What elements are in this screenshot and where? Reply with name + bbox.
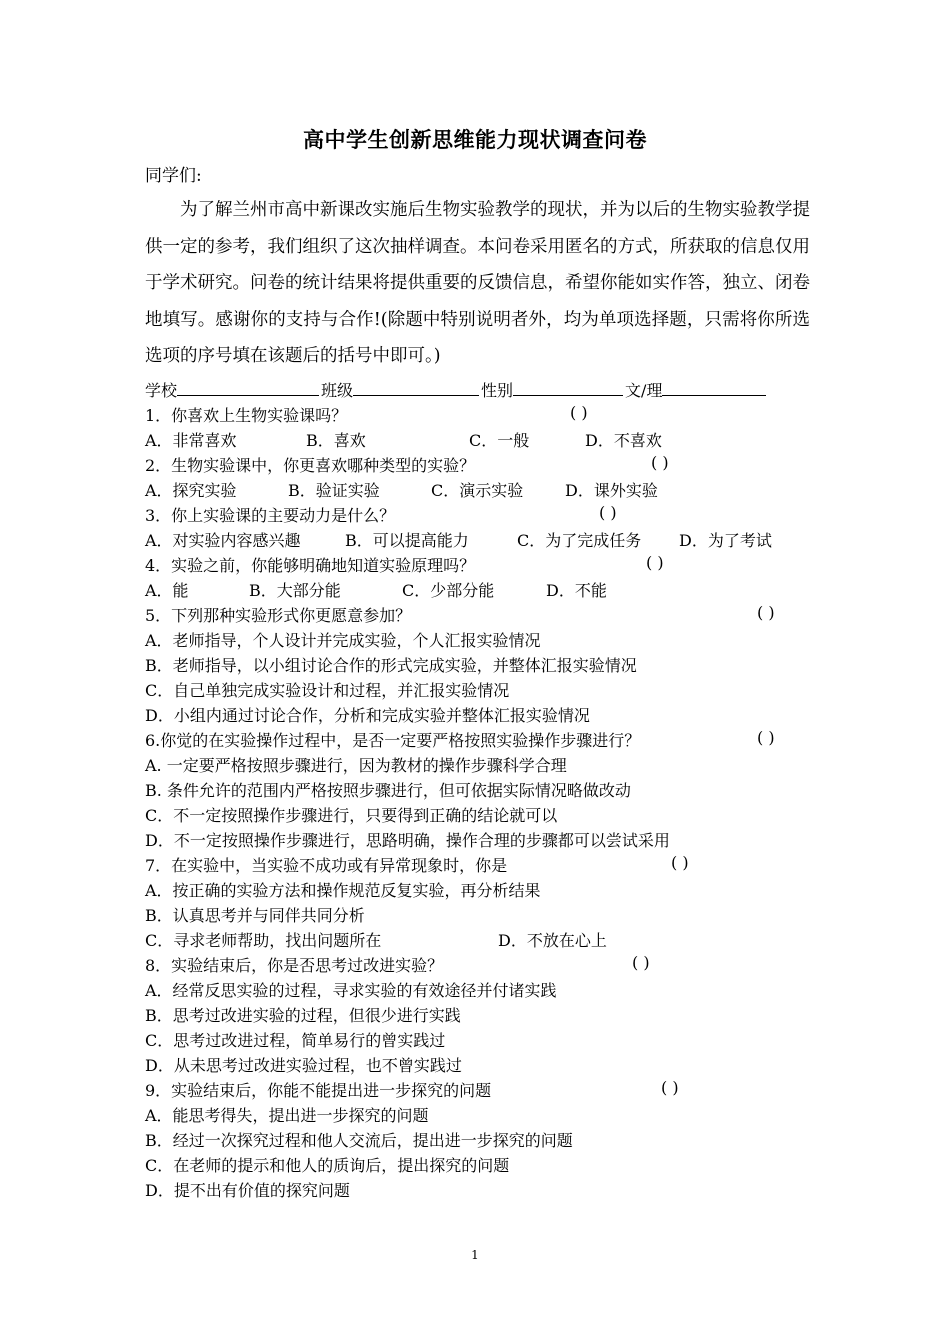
q8-option-c: C．思考过改进过程，简单易行的曾实践过: [145, 1031, 446, 1050]
school-label: 学校: [145, 381, 178, 400]
q3-option-b: B．可以提高能力: [345, 531, 469, 550]
answer-parens-3[interactable]: ( ): [599, 503, 617, 522]
question-7: 7．在实验中，当实验不成功或有异常现象时，你是: [145, 856, 508, 875]
q3-option-a: A．对实验内容感兴趣: [145, 531, 301, 550]
q1-option-c: C．一般: [469, 431, 530, 450]
page-number: 1: [471, 1248, 479, 1262]
q4-option-d: D．不能: [546, 581, 607, 600]
q5-option-d: D．小组内通过讨论合作，分析和完成实验并整体汇报实验情况: [145, 706, 590, 725]
q7-option-c: C．寻求老师帮助，找出问题所在: [145, 931, 382, 950]
question-5: 5．下列那种实验形式你更愿意参加？: [145, 606, 412, 625]
answer-parens-9[interactable]: ( ): [661, 1078, 679, 1097]
q7-option-d: D．不放在心上: [498, 931, 607, 950]
q7-option-a: A．按正确的实验方法和操作规范反复实验，再分析结果: [145, 881, 541, 900]
q6-option-d: D．不一定按照操作步骤进行，思路明确，操作合理的步骤都可以尝试采用: [145, 831, 670, 850]
intro-paragraph: 为了解兰州市高中新课改实施后生物实验教学的现状，并为以后的生物实验教学提供一定的参考，我们组织了这次抽样调查。本问卷采用匿名的方式，所获取的信息仅用于学术研究。问卷的统计结果将提供重要的反馈信息，希望你能如实作答，独立、闭卷地填写。感谢你的支持与合作!(除题中特别说明者外，均为单项选择题，只需将你所选选项的序号填在该题后的括号中即可。): [145, 200, 810, 366]
question-1: 1．你喜欢上生物实验课吗？: [145, 406, 348, 425]
q2-option-a: A．探究实验: [145, 481, 237, 500]
q9-option-a: A．能思考得失，提出进一步探究的问题: [145, 1106, 429, 1125]
q5-option-b: B．老师指导，以小组讨论合作的形式完成实验，并整体汇报实验情况: [145, 656, 637, 675]
q4-option-b: B．大部分能: [249, 581, 341, 600]
q6-option-c: C．不一定按照操作步骤进行，只要得到正确的结论就可以: [145, 806, 558, 825]
gender-blank[interactable]: [513, 379, 623, 396]
student-info-line: [145, 378, 768, 401]
answer-parens-7[interactable]: ( ): [671, 853, 689, 872]
question-4: 4．实验之前，你能够明确地知道实验原理吗？: [145, 556, 476, 575]
q8-option-a: A．经常反思实验的过程，寻求实验的有效途径并付诸实践: [145, 981, 557, 1000]
q3-option-d: D．为了考试: [679, 531, 772, 550]
track-label: 文/理: [625, 381, 663, 400]
answer-parens-6[interactable]: ( ): [757, 728, 775, 747]
q6-option-b: B. 条件允许的范围内严格按照步骤进行，但可依据实际情况略做改动: [145, 781, 631, 800]
q5-option-c: C．自己单独完成实验设计和过程，并汇报实验情况: [145, 681, 510, 700]
q4-option-a: A．能: [145, 581, 189, 600]
q2-option-d: D．课外实验: [565, 481, 658, 500]
page-title: 高中学生创新思维能力现状调查问卷: [303, 128, 647, 152]
answer-parens-4[interactable]: ( ): [646, 553, 664, 572]
answer-parens-8[interactable]: ( ): [632, 953, 650, 972]
question-2: 2．生物实验课中，你更喜欢哪种类型的实验？: [145, 456, 476, 475]
q1-option-a: A．非常喜欢: [145, 431, 237, 450]
q2-option-c: C．演示实验: [431, 481, 524, 500]
q8-option-b: B．思考过改进实验的过程，但很少进行实践: [145, 1006, 461, 1025]
q9-option-c: C．在老师的提示和他人的质询后，提出探究的问题: [145, 1156, 510, 1175]
q2-option-b: B．验证实验: [288, 481, 380, 500]
question-6: 6.你觉的在实验操作过程中，是否一定要严格按照实验操作步骤进行？: [145, 731, 641, 750]
gender-label: 性别: [481, 381, 514, 400]
q9-option-d: D．提不出有价值的探究问题: [145, 1181, 350, 1200]
q1-option-b: B．喜欢: [306, 431, 366, 450]
salutation: 同学们:: [145, 166, 202, 186]
class-blank[interactable]: [353, 379, 479, 396]
q8-option-d: D．从未思考过改进实验过程，也不曾实践过: [145, 1056, 462, 1075]
track-blank[interactable]: [662, 379, 766, 396]
q1-option-d: D．不喜欢: [585, 431, 662, 450]
q6-option-a: A. 一定要严格按照步骤进行，因为教材的操作步骤科学合理: [145, 756, 567, 775]
question-8: 8．实验结束后，你是否思考过改进实验？: [145, 956, 444, 975]
answer-parens-2[interactable]: ( ): [651, 453, 669, 472]
class-label: 班级: [321, 381, 354, 400]
school-blank[interactable]: [177, 379, 319, 396]
q3-option-c: C．为了完成任务: [517, 531, 642, 550]
q4-option-c: C．少部分能: [402, 581, 495, 600]
question-9: 9．实验结束后，你能不能提出进一步探究的问题: [145, 1081, 492, 1100]
q9-option-b: B．经过一次探究过程和他人交流后，提出进一步探究的问题: [145, 1131, 573, 1150]
answer-parens-1[interactable]: ( ): [570, 403, 588, 422]
q5-option-a: A．老师指导，个人设计并完成实验，个人汇报实验情况: [145, 631, 541, 650]
answer-parens-5[interactable]: ( ): [757, 603, 775, 622]
question-3: 3．你上实验课的主要动力是什么？: [145, 506, 396, 525]
q7-option-b: B．认真思考并与同伴共同分析: [145, 906, 365, 925]
